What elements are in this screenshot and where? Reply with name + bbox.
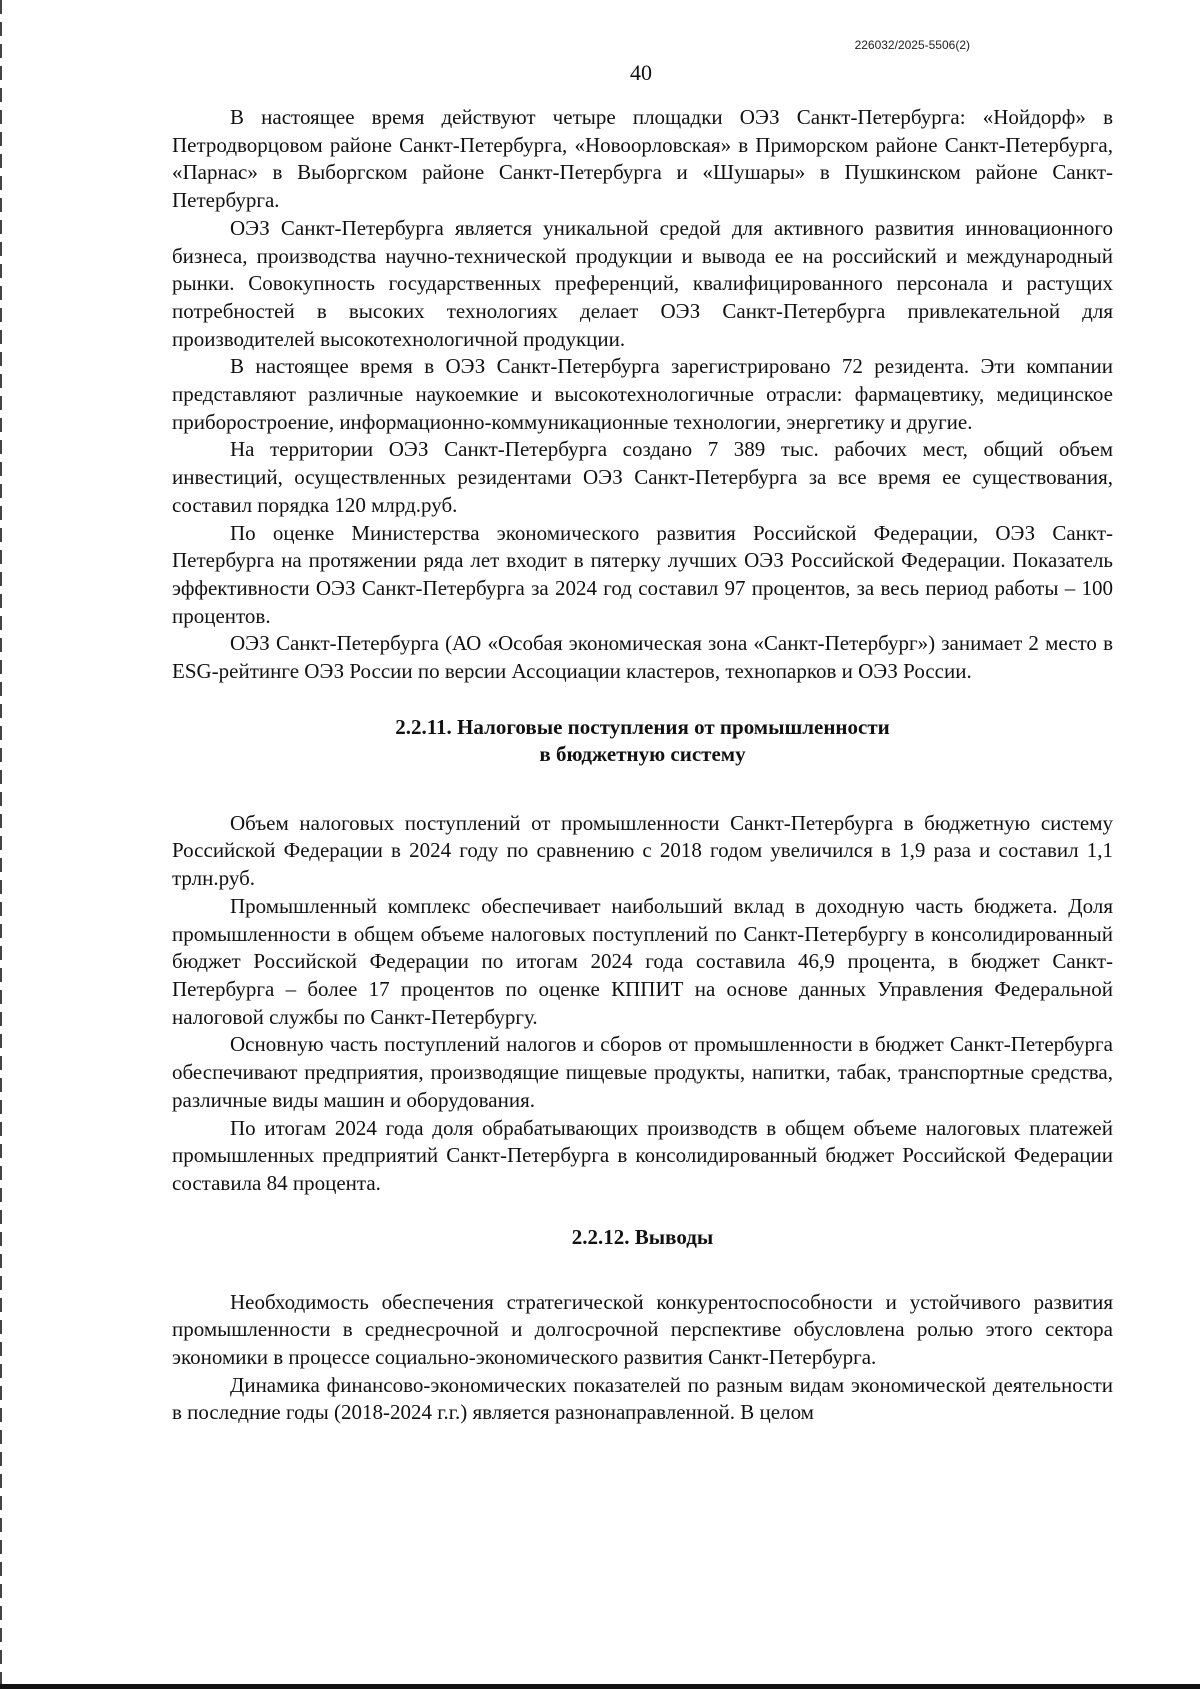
- paragraph: Промышленный комплекс обеспечивает наибольший вклад в доходную часть бюджета. Доля промышленности в общем объеме налоговых поступлений по Санкт-Петербургу в консолидированный бюджет Российской Федерации по итогам 2024 года составила 46,9 процента, в бюджет Санкт-Петербурга – более 17 процентов по оценке КППИТ на основе данных Управления Федеральной налоговой службы по Санкт-Петербургу.: [172, 893, 1113, 1029]
- paragraph: Динамика финансово-экономических показателей по разным видам экономической деятельности в последние годы (2018-2024 г.г.) является разнонаправленной. В целом: [172, 1372, 1113, 1425]
- paragraph: По оценке Министерства экономического развития Российской Федерации, ОЭЗ Санкт-Петербурга на протяжении ряда лет входит в пятерку лучших ОЭЗ Российской Федерации. Показатель эффективности ОЭЗ Санкт-Петербурга за 2024 год составил 97 процентов, за весь период работы – 100 процентов.: [172, 520, 1113, 628]
- page-number: 40: [630, 60, 652, 85]
- section-heading-2-2-11: [172, 714, 1113, 768]
- section-heading-2-2-12: 2.2.12. Выводы: [571, 1224, 714, 1249]
- document-registration-number: 226032/2025-5506(2): [854, 38, 970, 52]
- paragraph: В настоящее время действуют четыре площадки ОЭЗ Санкт-Петербурга: «Нойдорф» в Петродворцовом районе Санкт-Петербурга, «Новоорловская» в Приморском районе Санкт-Петербурга, «Парнас» в Выборгском районе Санкт-Петербурга и «Шушары» в Пушкинском районе Санкт-Петербурга.: [172, 105, 1113, 213]
- scan-edge-left: [0, 0, 2, 1689]
- paragraph: ОЭЗ Санкт-Петербурга является уникальной средой для активного развития инновационного бизнеса, производства научно-технической продукции и вывода ее на российский и международный рынки. Совокупность государственных преференций, квалифицированного персонала и растущих потребностей в высоких технологиях делает ОЭЗ Санкт-Петербурга привлекательной для производителей высокотехнологичной продукции.: [172, 215, 1113, 351]
- paragraph: Объем налоговых поступлений от промышленности Санкт-Петербурга в бюджетную систему Российской Федерации в 2024 году по сравнению с 2018 годом увеличился в 1,9 раза и составил 1,1 трлн.руб.: [172, 810, 1113, 891]
- paragraph: По итогам 2024 года доля обрабатывающих производств в общем объеме налоговых платежей промышленных предприятий Санкт-Петербурга в консолидированный бюджет Российской Федерации составила 84 процента.: [172, 1115, 1113, 1195]
- scan-edge-bottom: [0, 1684, 1200, 1689]
- paragraph: На территории ОЭЗ Санкт-Петербурга создано 7 389 тыс. рабочих мест, общий объем инвестиций, осуществленных резидентами ОЭЗ Санкт-Петербурга за все время ее существования, составил порядка 120 млрд.руб.: [172, 437, 1113, 517]
- paragraph: Необходимость обеспечения стратегической конкурентоспособности и устойчивого развития промышленности в среднесрочной и долгосрочной перспективе обусловлена ролью этого сектора экономики в процессе социально-экономического развития Санкт-Петербурга.: [172, 1289, 1113, 1370]
- document-body: [172, 104, 1113, 1427]
- paragraph: Основную часть поступлений налогов и сборов от промышленности в бюджет Санкт-Петербурга обеспечивают предприятия, производящие пищевые продукты, напитки, табак, транспортные средства, различные виды машин и оборудования.: [172, 1032, 1113, 1112]
- section-heading-line: 2.2.11. Налоговые поступления от промышленности: [395, 714, 890, 739]
- paragraph: ОЭЗ Санкт-Петербурга (АО «Особая экономическая зона «Санкт-Петербург») занимает 2 место в ESG-рейтинге ОЭЗ России по версии Ассоциации кластеров, технопарков и ОЭЗ России.: [172, 631, 1113, 684]
- section-heading-line: в бюджетную систему: [539, 741, 746, 766]
- paragraph: В настоящее время в ОЭЗ Санкт-Петербурга зарегистрировано 72 резидента. Эти компании представляют различные наукоемкие и высокотехнологичные отрасли: фармацевтику, медицинское приборостроение, информационно-коммуникационные технологии, энергетику и другие.: [172, 354, 1113, 434]
